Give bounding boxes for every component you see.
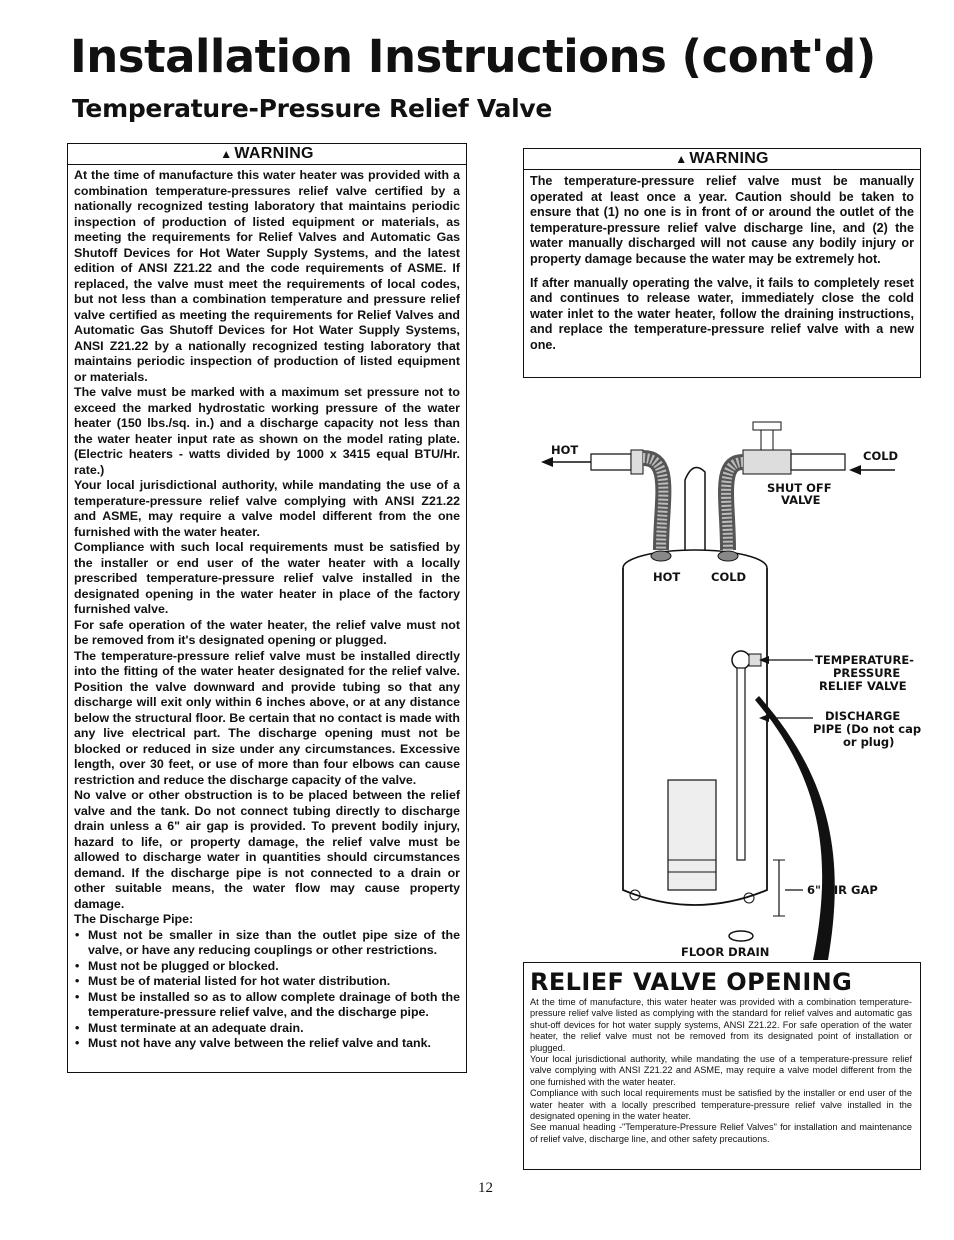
tpr-label-3: RELIEF VALVE <box>819 679 907 693</box>
relief-paragraph: At the time of manufacture, this water heater was provided with a combination temperature-pressure relief valve listed as complying with the standard for relief valves and automatic gas shut-off devices for hot water supply systems, ANSI Z21.22. For safe operation of the water heater, the relief valve must not be removed from its designated point of installation or plugged. <box>530 997 912 1053</box>
cold-pipe <box>791 454 845 470</box>
floor-drain-icon <box>729 931 753 941</box>
discharge-label-2: PIPE (Do not cap <box>813 722 921 736</box>
list-item: • Must not be smaller in size than the outlet pipe size of the valve, or have any reducing couplings or other restrictions. <box>86 928 460 959</box>
tpr-label-1: TEMPERATURE- <box>815 653 914 667</box>
section-title: Temperature-Pressure Relief Valve <box>72 94 553 123</box>
tank-cold-label: COLD <box>711 570 747 584</box>
warning-body-right <box>524 170 920 354</box>
hot-fitting <box>631 450 643 474</box>
hot-arrow-icon <box>541 457 553 467</box>
discharge-pipe-list <box>74 928 460 1052</box>
hot-label: HOT <box>551 443 579 457</box>
relief-paragraph: Compliance with such local requirements must be satisfied by the installer or end user of the water heater with a locally prescribed temperature-pressure relief valve installed in the designated opening in the water heater. <box>530 1088 912 1122</box>
shut-off-label-1: SHUT OFF <box>767 481 832 495</box>
page-title: Installation Instructions (cont'd) <box>70 30 876 83</box>
relief-valve-opening-box <box>523 962 921 1170</box>
shut-off-valve-stem <box>761 428 773 450</box>
warning-triangle-icon: ▲ <box>220 147 233 161</box>
relief-body <box>524 995 920 1145</box>
relief-paragraph: See manual heading -"Temperature-Pressure Relief Valves" for installation and maintenance of relief valve, discharge line, and other safety precautions. <box>530 1122 912 1144</box>
air-gap-label: 6" AIR GAP <box>807 883 878 897</box>
list-item: • Must be of material listed for hot water distribution. <box>86 974 460 990</box>
list-item: • Must be installed so as to allow complete drainage of both the temperature-pressure relief valve, and the discharge pipe. <box>86 990 460 1021</box>
cold-arrow-icon <box>849 465 861 475</box>
relief-paragraph: Your local jurisdictional authority, while mandating the use of a temperature-pressure relief valve complying with ANSI Z21.22 and ASME, may require a valve model different from the one furnished with the water heater. <box>530 1054 912 1087</box>
warning-heading-left: ▲ WARNING <box>68 144 466 165</box>
relief-valve-icon <box>732 651 750 669</box>
warning-paragraph: The temperature-pressure relief valve must be manually operated at least once a year. Caution should be taken to ensure that (1) no one is in front of or around the outlet of the temperature-pressure relief valve discharge line, and (2) the water manually discharged will not cause any bodily injury or property damage because the water may be extremely hot. <box>530 174 914 266</box>
warning-paragraph: No valve or other obstruction is to be placed between the relief valve and the tank. Do not connect tubing directly to discharge drain unless a 6" air gap is provided. To prevent bodily injury, hazard to life, or property damage, the relief valve must be allowed to discharge water in quantities should circumstances demand. If the discharge pipe is not connected to a drain or other suitable means, the water flow may cause property damage. <box>74 788 460 911</box>
warning-body-left <box>68 165 466 1052</box>
warning-paragraph: Compliance with such local requirements must be satisfied by the installer or end user of the water heater with a locally prescribed temperature-pressure relief valve installed in the designated opening in the water heater in place of the factory furnished valve. <box>74 540 460 616</box>
discharge-label-3: or plug) <box>843 735 895 749</box>
warning-triangle-icon: ▲ <box>675 152 688 166</box>
discharge-list-heading: The Discharge Pipe: <box>74 912 194 926</box>
shut-off-valve-body <box>743 450 791 474</box>
warning-paragraph: The temperature-pressure relief valve must be installed directly into the fitting of the water heater designated for the relief valve. Position the valve downward and provide tubing so that any discharge will exit only within 6 inches above, or at any distance below the structural floor. Be certain that no contact is made with any live electrical part. The discharge opening must not be blocked or reduced in size under any circumstances. Excessive length, over 30 feet, or use of more than four elbows can cause restriction and reduce the discharge capacity of the valve. <box>74 648 460 787</box>
flue-pipe <box>685 468 705 561</box>
page-number: 12 <box>478 1180 493 1196</box>
warning-paragraph: Your local jurisdictional authority, while mandating the use of a temperature-pressure relief valve complying with ANSI Z21.22 and ASME, may require a valve model different from the one furnished with the water heater. <box>74 478 460 539</box>
warning-box-left <box>67 143 467 1073</box>
shut-off-valve-handle <box>753 422 781 430</box>
tpr-label-2: PRESSURE <box>833 666 901 680</box>
warning-paragraph: If after manually operating the valve, it fails to completely reset and continues to release water, immediately close the cold water inlet to the water heater, follow the draining instructions, and replace the temperature-pressure relief valve with a new one. <box>530 275 914 352</box>
warning-paragraph: The valve must be marked with a maximum set pressure not to exceed the marked hydrostatic working pressure of the water heater (150 lbs./sq. in.) and a discharge capacity not less than the water heater input rate as shown on the model rating plate. (Electric heaters - watts divided by 1000 x 3415 equal BTU/Hr. rate.) <box>74 385 460 477</box>
discharge-label-1: DISCHARGE <box>825 709 901 723</box>
list-item: • Must not be plugged or blocked. <box>86 959 460 975</box>
tank-hot-label: HOT <box>653 570 681 584</box>
relief-title: RELIEF VALVE OPENING <box>530 968 853 996</box>
list-item: • Must terminate at an adequate drain. <box>86 1021 460 1037</box>
floor-drain-label: FLOOR DRAIN <box>681 945 770 959</box>
cold-label: COLD <box>863 449 899 463</box>
hot-pipe <box>591 454 631 470</box>
gas-control-box <box>668 780 716 890</box>
list-item: • Must not have any valve between the relief valve and tank. <box>86 1036 460 1052</box>
discharge-pipe <box>737 668 745 860</box>
warning-heading-right: ▲ WARNING <box>524 149 920 170</box>
warning-paragraph: For safe operation of the water heater, the relief valve must not be removed from it's designated opening or plugged. <box>74 617 460 647</box>
warning-paragraph: At the time of manufacture this water heater was provided with a combination temperature-pressures relief valve certified by a nationally recognized testing laboratory that maintains periodic inspection of production of listed equipment or materials, as meeting the requirements for Relief Valves and Automatic Gas Shutoff Devices for Hot Water Supply Systems, and the latest edition of ANSI Z21.22 and the code requirements of ASME. If replaced, the valve must meet the requirements of local codes, but not less than a combination temperature and pressure relief valve certified as meeting the requirements for Relief Valves and Automatic Gas Shutoff Devices for Hot Water Supply Systems, ANSI Z21.22 by a nationally recognized testing laboratory that maintains periodic inspection of production of listed equipment or materials. <box>74 168 460 384</box>
warning-box-right <box>523 148 921 378</box>
water-heater-diagram <box>523 420 921 960</box>
shut-off-label-2: VALVE <box>781 493 821 507</box>
